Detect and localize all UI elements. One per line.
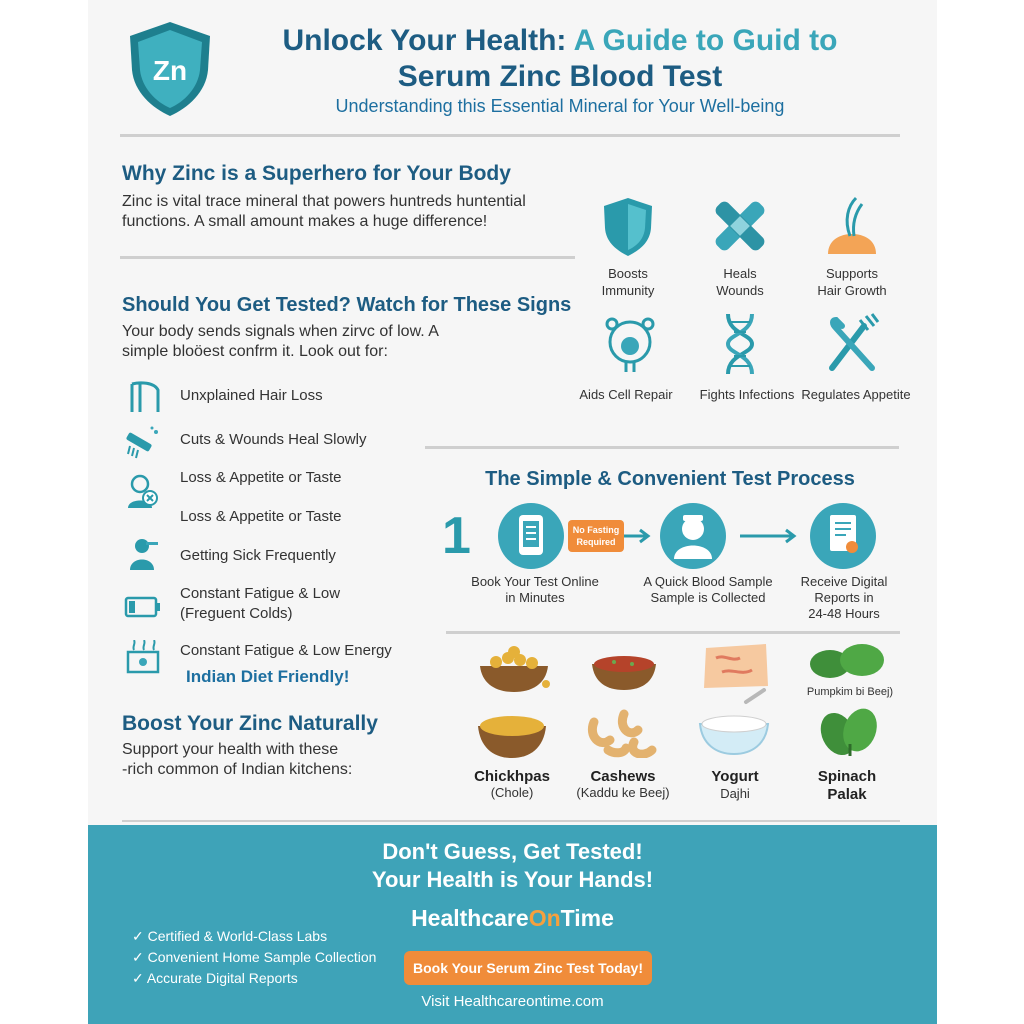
hair-loss-icon — [126, 380, 164, 416]
benefit-label: Aids Cell Repair — [579, 387, 673, 402]
report-icon — [810, 503, 876, 569]
step-circle — [810, 503, 876, 569]
person-x-icon — [124, 474, 162, 510]
sign-text: Loss & Appetite or Taste — [180, 469, 342, 486]
page-title — [180, 22, 940, 60]
benefit-label: Regulates Appetite — [801, 387, 911, 402]
signs-text-2: simple bloöest confrm it. Look out for: — [122, 343, 388, 360]
shield-icon — [596, 194, 660, 258]
feature-check: ✓ Certified & World-Class Labs — [132, 928, 328, 944]
step-number: 1 — [442, 507, 471, 565]
cell-icon — [598, 312, 662, 376]
right-margin — [937, 0, 1024, 1024]
hair-icon — [820, 194, 884, 258]
divider — [425, 446, 899, 449]
divider — [120, 134, 900, 137]
step-circle — [498, 503, 564, 569]
food-sub: Palak — [827, 786, 867, 803]
food-name: Spinach — [817, 768, 877, 785]
food-name: Yogurt — [711, 768, 759, 785]
step-label: A Quick Blood Sample Sample is Collected — [643, 574, 773, 605]
yogurt-icon — [696, 688, 772, 760]
why-text-2: functions. A small amount makes a huge difference! — [122, 213, 488, 230]
chickpeas-icon — [474, 706, 550, 762]
feature-check: ✓ Accurate Digital Reports — [132, 970, 298, 986]
no-fasting-tag: No Fasting Required — [568, 520, 624, 552]
food-sub: Dajhi — [720, 786, 750, 801]
title-part-1: Unlock Your Health: — [282, 24, 567, 57]
signs-heading: Should You Get Tested? Watch for These Signs — [122, 294, 572, 316]
chickpeas-bowl-icon — [474, 644, 554, 694]
sign-text: Constant Fatigue & Low (Freguent Colds) — [180, 585, 341, 622]
boost-text-2: -rich common of Indian kitchens: — [122, 761, 353, 778]
cashews-icon — [584, 708, 664, 758]
benefit-label: Heals Wounds — [716, 266, 764, 298]
sign-text: Constant Fatigue & Low Energy — [180, 642, 392, 659]
food-name: Cashews — [590, 768, 656, 785]
benefit-label: Supports Hair Growth — [817, 266, 887, 298]
left-margin — [0, 0, 88, 1024]
divider — [122, 820, 900, 822]
phone-calendar-icon — [498, 503, 564, 569]
page-title-line2: Serum Zinc Blood Test — [397, 60, 723, 93]
food-sub: (Chole) — [490, 785, 534, 800]
book-test-button[interactable]: Book Your Serum Zinc Test Today! — [404, 951, 652, 985]
page-subtitle: Understanding this Essential Mineral for Your Well-being — [335, 96, 785, 116]
why-heading: Why Zinc is a Superhero for Your Body — [122, 162, 511, 185]
cta-line-2: Your Health is Your Hands! — [371, 867, 654, 892]
spinach-icon — [816, 704, 884, 760]
bandage-icon — [708, 194, 772, 258]
cta-line-1: Don't Guess, Get Tested! — [382, 839, 643, 864]
footer-banner — [88, 825, 937, 1024]
process-heading: The Simple & Convenient Test Process — [485, 468, 855, 490]
badge-text: Zn — [152, 55, 188, 86]
sign-text: Unxplained Hair Loss — [180, 387, 323, 404]
arrow-icon — [740, 528, 800, 544]
pumpkin-label: Pumpkim bi Beej) — [806, 686, 894, 698]
step-label: Book Your Test Online in Minutes — [471, 574, 599, 605]
step-circle — [660, 503, 726, 569]
divider — [120, 256, 575, 259]
spinach-leaves-icon — [806, 640, 888, 684]
boost-heading: Boost Your Zinc Naturally — [122, 712, 378, 735]
divider — [446, 631, 900, 634]
fork-knife-icon — [820, 312, 884, 376]
signs-text-1: Your body sends signals when zirvc of low. A — [122, 323, 439, 340]
benefit-label: Boosts Immunity — [601, 266, 655, 298]
sign-text: Getting Sick Frequently — [180, 547, 336, 564]
visit-link[interactable]: Visit Healthcareontime.com — [421, 993, 604, 1010]
food-sub: (Kaddu ke Beej) — [576, 785, 670, 800]
battery-icon — [124, 590, 162, 626]
sign-text: Loss & Appetite or Taste — [180, 508, 342, 525]
comb-icon — [124, 424, 162, 460]
benefit-label: Fights Infections — [699, 387, 795, 402]
title-part-2: A Guide to Guid to — [566, 24, 838, 57]
brand-logo: HealthcareOnTime — [411, 905, 614, 931]
diet-friendly-label: Indian Diet Friendly! — [186, 667, 350, 686]
boost-text-1: Support your health with these — [122, 741, 339, 758]
food-name: Chickhpas — [474, 768, 550, 785]
fatigue-icon — [124, 640, 162, 676]
nurse-icon — [660, 503, 726, 569]
lentil-bowl-icon — [588, 644, 660, 694]
feature-check: ✓ Convenient Home Sample Collection — [132, 949, 377, 965]
sign-text: Cuts & Wounds Heal Slowly — [180, 431, 367, 448]
sick-person-icon — [124, 536, 162, 572]
pumpkin-seed-tile-icon — [702, 642, 770, 690]
step-label: Receive Digital Reports in 24-48 Hours — [800, 574, 888, 621]
dna-icon — [708, 312, 772, 376]
why-text-1: Zinc is vital trace mineral that powers huntreds huntential — [122, 193, 526, 210]
arrow-icon — [624, 528, 652, 544]
